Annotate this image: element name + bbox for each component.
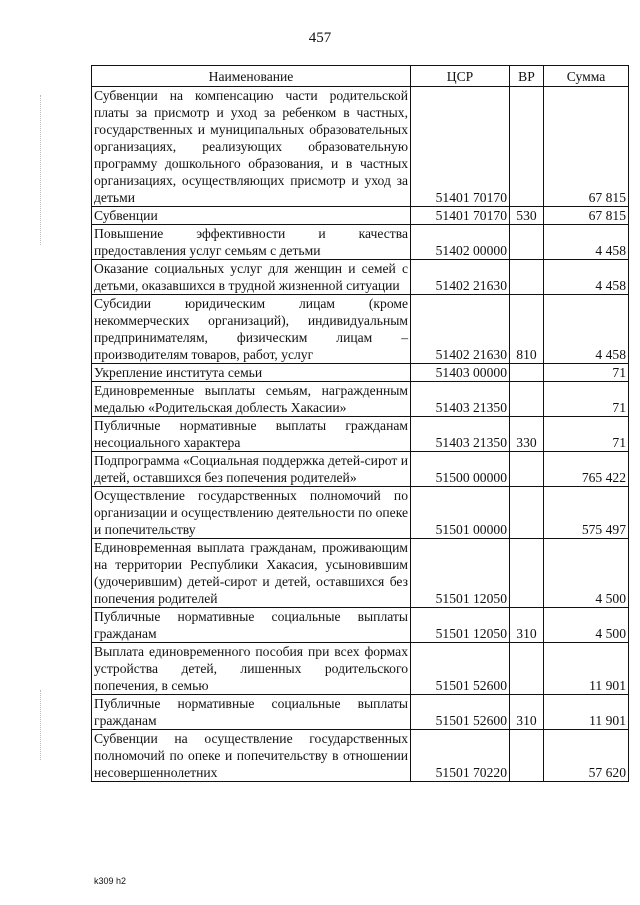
- table-row: [92, 382, 629, 417]
- row-vr: 330: [510, 417, 544, 452]
- row-vr: [510, 487, 544, 539]
- row-sum: 4 458: [544, 260, 629, 295]
- row-csr: 51403 21350: [411, 382, 510, 417]
- row-vr: [510, 260, 544, 295]
- row-sum: 71: [544, 364, 629, 382]
- row-vr: 310: [510, 608, 544, 643]
- row-sum: 67 815: [544, 87, 629, 207]
- row-csr: 51501 70220: [411, 730, 510, 782]
- row-csr: 51501 12050: [411, 539, 510, 608]
- table-row: [92, 87, 629, 207]
- page-number: 457: [308, 30, 332, 46]
- row-csr: 51403 21350: [411, 417, 510, 452]
- row-vr: 530: [510, 207, 544, 225]
- row-name: Укрепление института семьи: [92, 364, 411, 382]
- row-csr: 51402 00000: [411, 225, 510, 260]
- row-sum: 71: [544, 382, 629, 417]
- row-name: Повышение эффективности и качества предоставления услуг семьям с детьми: [92, 225, 411, 260]
- row-csr: 51500 00000: [411, 452, 510, 487]
- row-vr: [510, 225, 544, 260]
- margin-dots: [40, 95, 42, 245]
- table-row: [92, 730, 629, 782]
- table-row: [92, 295, 629, 364]
- table-row: [92, 452, 629, 487]
- budget-table: [91, 65, 629, 782]
- footer-code: k309 h2: [94, 876, 127, 886]
- row-sum: 11 901: [544, 695, 629, 730]
- row-name: Подпрограмма «Социальная поддержка детей-сирот и детей, оставшихся без попечения родителей»: [92, 452, 411, 487]
- table-row: [92, 643, 629, 695]
- row-sum: 4 458: [544, 225, 629, 260]
- row-name: Публичные нормативные выплаты гражданам несоциального характера: [92, 417, 411, 452]
- table-row: [92, 487, 629, 539]
- row-csr: 51501 00000: [411, 487, 510, 539]
- row-sum: 4 500: [544, 608, 629, 643]
- table-row: [92, 364, 629, 382]
- row-name: Субсидии юридическим лицам (кроме некоммерческих организаций), индивидуальным предпринимателям, физическим лицам – производителям товаров, работ, услуг: [92, 295, 411, 364]
- row-vr: [510, 643, 544, 695]
- row-name: Субвенции на осуществление государственных полномочий по опеке и попечительству в отношении несовершеннолетних: [92, 730, 411, 782]
- row-vr: [510, 364, 544, 382]
- row-vr: 810: [510, 295, 544, 364]
- row-csr: 51403 00000: [411, 364, 510, 382]
- row-vr: 310: [510, 695, 544, 730]
- row-sum: 765 422: [544, 452, 629, 487]
- row-sum: 4 500: [544, 539, 629, 608]
- header-csr: ЦСР: [411, 66, 510, 87]
- row-vr: [510, 539, 544, 608]
- row-csr: 51401 70170: [411, 207, 510, 225]
- table-row: [92, 225, 629, 260]
- header-name: Наименование: [92, 66, 411, 87]
- row-sum: 11 901: [544, 643, 629, 695]
- row-csr: 51501 52600: [411, 695, 510, 730]
- row-sum: 575 497: [544, 487, 629, 539]
- table-row: [92, 207, 629, 225]
- row-name: Публичные нормативные социальные выплаты гражданам: [92, 608, 411, 643]
- table-row: [92, 417, 629, 452]
- row-csr: 51402 21630: [411, 260, 510, 295]
- row-name: Единовременная выплата гражданам, проживающим на территории Республики Хакасия, усыновившим (удочерившим) детей-сирот и детей, оставшихся без попечения родителей: [92, 539, 411, 608]
- row-vr: [510, 87, 544, 207]
- row-name: Публичные нормативные социальные выплаты гражданам: [92, 695, 411, 730]
- row-csr: 51501 52600: [411, 643, 510, 695]
- margin-dots: [40, 690, 42, 760]
- row-csr: 51501 12050: [411, 608, 510, 643]
- table-header-row: [92, 66, 629, 87]
- row-sum: 71: [544, 417, 629, 452]
- row-vr: [510, 382, 544, 417]
- row-name: Единовременные выплаты семьям, награжденным медалью «Родительская доблесть Хакасии»: [92, 382, 411, 417]
- row-name: Субвенции на компенсацию части родительской платы за присмотр и уход за ребенком в частных, государственных и муниципальных образовательных организациях, реализующих образовательную программу дошкольного образования, и в частных организациях, осуществляющих присмотр и уход за детьми: [92, 87, 411, 207]
- row-name: Субвенции: [92, 207, 411, 225]
- table-row: [92, 260, 629, 295]
- row-csr: 51402 21630: [411, 295, 510, 364]
- row-sum: 57 620: [544, 730, 629, 782]
- row-sum: 4 458: [544, 295, 629, 364]
- row-vr: [510, 452, 544, 487]
- row-sum: 67 815: [544, 207, 629, 225]
- header-sum: Сумма: [544, 66, 629, 87]
- table-row: [92, 608, 629, 643]
- row-csr: 51401 70170: [411, 87, 510, 207]
- row-name: Выплата единовременного пособия при всех формах устройства детей, лишенных родительского попечения, в семью: [92, 643, 411, 695]
- row-vr: [510, 730, 544, 782]
- row-name: Осуществление государственных полномочий по организации и осуществлению деятельности по опеке и попечительству: [92, 487, 411, 539]
- row-name: Оказание социальных услуг для женщин и семей с детьми, оказавшихся в трудной жизненной ситуации: [92, 260, 411, 295]
- header-vr: ВР: [510, 66, 544, 87]
- table-row: [92, 695, 629, 730]
- table-row: [92, 539, 629, 608]
